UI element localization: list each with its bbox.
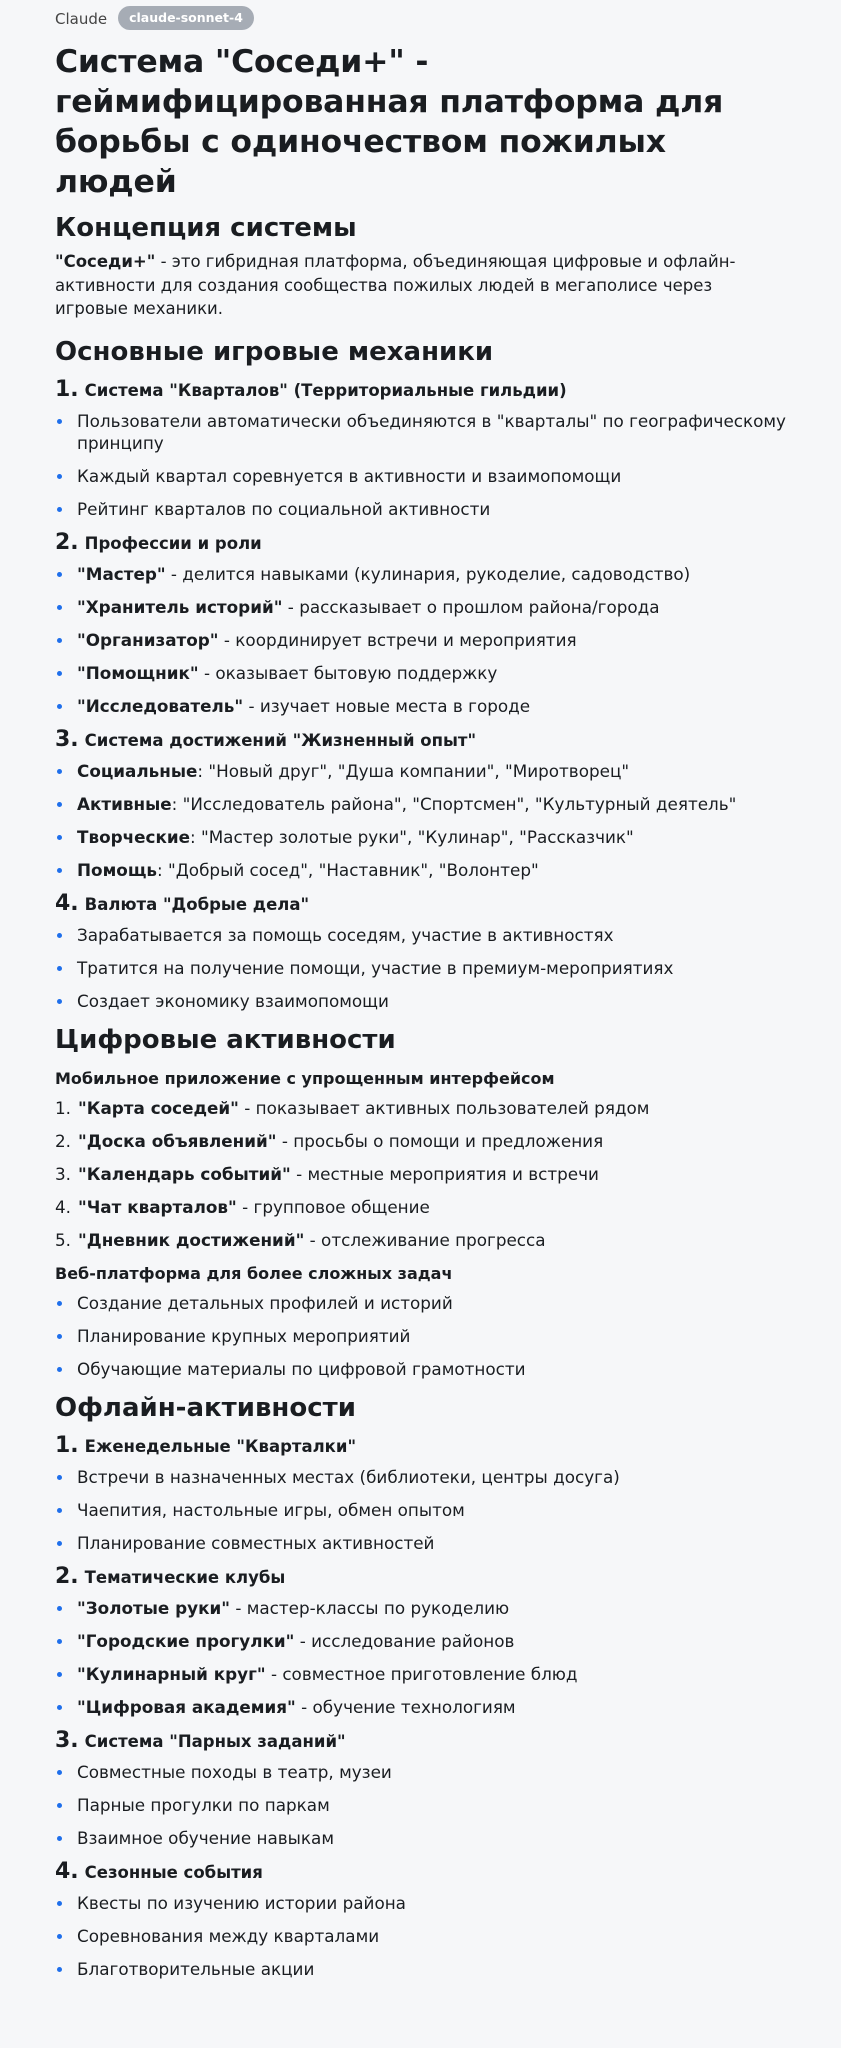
list-item-bold: "Помощник"	[77, 662, 199, 683]
list-item	[55, 1597, 786, 1619]
bullet-list	[55, 924, 786, 1012]
bullet-list	[55, 1761, 786, 1849]
list-item	[55, 695, 786, 717]
list-item-text: - изучает новые места в городе	[243, 695, 531, 716]
list-item-bold: "Кулинарный круг"	[77, 1663, 266, 1684]
section-number: 4.	[55, 890, 79, 916]
model-badge: claude-sonnet-4	[118, 6, 254, 30]
list-item-text: : "Исследователь района", "Спортсмен", "Культурный деятель"	[171, 793, 737, 814]
list-item-bold: "Доска объявлений"	[78, 1130, 277, 1151]
list-item	[55, 596, 786, 618]
list-item	[55, 793, 786, 815]
list-item-bold: Помощь	[77, 859, 157, 880]
list-item	[55, 1532, 786, 1554]
list-item-text: : "Добрый сосед", "Наставник", "Волонтер"	[156, 859, 539, 880]
section-title: Система "Кварталов" (Территориальные гильдии)	[84, 380, 567, 400]
section-number: 3.	[55, 1727, 79, 1753]
list-item-text: Рейтинг кварталов по социальной активности	[77, 498, 491, 519]
list-item	[55, 1958, 786, 1980]
list-item-text: - обучение технологиям	[295, 1696, 516, 1717]
list-item	[55, 1292, 786, 1314]
bullet-list	[55, 410, 786, 520]
list-item-bold: Активные	[77, 793, 172, 814]
list-item-text: Квесты по изучению истории района	[77, 1892, 406, 1913]
list-item-text: Соревнования между кварталами	[77, 1925, 380, 1946]
list-item-bold: "Календарь событий"	[78, 1163, 291, 1184]
list-item	[55, 410, 786, 454]
list-item	[55, 1630, 786, 1652]
game-mechanics-sections	[55, 378, 786, 1012]
numbered-item	[55, 1097, 786, 1119]
list-item	[55, 1663, 786, 1685]
concept-text: - это гибридная платформа, объединяющая цифровые и офлайн-активности для создания сообщества пожилых людей в мегаполисе через игровые механики.	[55, 252, 736, 318]
bullet-list	[55, 1892, 786, 1980]
section-number: 2.	[55, 1563, 79, 1589]
section-heading	[55, 1434, 786, 1459]
list-item-bold: "Чат кварталов"	[78, 1196, 237, 1217]
list-item-text: - совместное приготовление блюд	[265, 1663, 578, 1684]
item-number: 3.	[55, 1163, 72, 1184]
numbered-item	[55, 1196, 786, 1218]
list-item	[55, 990, 786, 1012]
bullet-list	[55, 1466, 786, 1554]
list-item-text: - оказывает бытовую поддержку	[198, 662, 498, 683]
list-item-text: Тратится на получение помощи, участие в премиум-мероприятиях	[77, 957, 674, 978]
list-item-text: Благотворительные акции	[77, 1958, 315, 1979]
list-item-text: - групповое общение	[236, 1196, 430, 1217]
list-item-text: Создает экономику взаимопомощи	[77, 990, 389, 1011]
list-item-bold: "Организатор"	[77, 629, 219, 650]
item-number: 1.	[55, 1097, 72, 1118]
list-item-text: Создание детальных профилей и историй	[77, 1292, 453, 1313]
list-item-text: - местные мероприятия и встречи	[290, 1163, 599, 1184]
list-item	[55, 957, 786, 979]
list-item-text: Парные прогулки по паркам	[77, 1794, 330, 1815]
list-item-bold: "Исследователь"	[77, 695, 244, 716]
list-item-text: - координирует встречи и мероприятия	[218, 629, 577, 650]
list-item-text: - рассказывает о прошлом района/города	[282, 596, 660, 617]
list-item	[55, 859, 786, 881]
message-header	[55, 0, 786, 36]
list-item	[55, 1827, 786, 1849]
list-item-text: Пользователи автоматически объединяются в "кварталы" по географическому принципу	[77, 410, 786, 453]
list-item-text: Встречи в назначенных местах (библиотеки, центры досуга)	[77, 1466, 620, 1487]
concept-heading: Концепция системы	[55, 213, 357, 243]
list-item	[55, 1499, 786, 1521]
list-item	[55, 1761, 786, 1783]
section-title: Профессии и роли	[84, 533, 262, 553]
list-item	[55, 760, 786, 782]
list-item	[55, 629, 786, 651]
section-heading	[55, 1565, 786, 1590]
list-item-bold: "Дневник достижений"	[78, 1229, 305, 1250]
numbered-item	[55, 1229, 786, 1251]
section-title: Еженедельные "Кварталки"	[84, 1436, 357, 1456]
section-number: 2.	[55, 529, 79, 555]
list-item-bold: "Карта соседей"	[78, 1097, 239, 1118]
section-heading	[55, 378, 786, 403]
section-number: 3.	[55, 726, 79, 752]
list-item	[55, 1696, 786, 1718]
list-item	[55, 1358, 786, 1380]
web-platform-heading: Веб-платформа для более сложных задач	[55, 1263, 453, 1283]
list-item-text: - отслеживание прогресса	[304, 1229, 546, 1250]
section-number: 1.	[55, 1432, 79, 1458]
list-item-bold: "Мастер"	[77, 563, 166, 584]
list-item-bold: Творческие	[77, 826, 190, 847]
numbered-item	[55, 1130, 786, 1152]
list-item	[55, 465, 786, 487]
list-item-bold: "Городские прогулки"	[77, 1630, 295, 1651]
page-title: Система "Соседи+" - геймифицированная платформа для борьбы с одиночеством пожилых людей	[55, 44, 724, 200]
item-number: 4.	[55, 1196, 72, 1217]
item-number: 5.	[55, 1229, 72, 1250]
list-item-text: Совместные походы в театр, музеи	[77, 1761, 392, 1782]
bullet-list	[55, 563, 786, 717]
list-item	[55, 1794, 786, 1816]
list-item-bold: "Золотые руки"	[77, 1597, 230, 1618]
concept-bold: "Соседи+"	[55, 252, 156, 271]
game-mechanics-heading: Основные игровые механики	[55, 336, 494, 367]
list-item	[55, 826, 786, 848]
mobile-app-heading: Мобильное приложение с упрощенным интерфейсом	[55, 1068, 555, 1088]
list-item-text: : "Новый друг", "Душа компании", "Миротворец"	[197, 760, 630, 781]
section-heading	[55, 1729, 786, 1754]
assistant-name: Claude	[55, 9, 108, 28]
list-item-bold: "Хранитель историй"	[77, 596, 283, 617]
list-item-text: Чаепития, настольные игры, обмен опытом	[77, 1499, 465, 1520]
section-heading	[55, 531, 786, 556]
list-item	[55, 1466, 786, 1488]
list-item-text: Взаимное обучение навыкам	[77, 1827, 334, 1848]
list-item	[55, 1892, 786, 1914]
item-number: 2.	[55, 1130, 72, 1151]
section-title: Тематические клубы	[84, 1567, 286, 1587]
list-item-text: Обучающие материалы по цифровой грамотности	[77, 1358, 526, 1379]
list-item-text: - делится навыками (кулинария, рукоделие, садоводство)	[165, 563, 691, 584]
bullet-list	[55, 1597, 786, 1718]
numbered-item	[55, 1163, 786, 1185]
web-platform-list	[55, 1292, 786, 1380]
bullet-list	[55, 760, 786, 881]
list-item-text: - исследование районов	[294, 1630, 515, 1651]
list-item	[55, 924, 786, 946]
section-title: Система достижений "Жизненный опыт"	[84, 730, 477, 750]
list-item-text: Планирование совместных активностей	[77, 1532, 435, 1553]
list-item	[55, 563, 786, 585]
list-item-bold: "Цифровая академия"	[77, 1696, 296, 1717]
section-number: 4.	[55, 1858, 79, 1884]
section-title: Система "Парных заданий"	[84, 1731, 346, 1751]
list-item-text: - показывает активных пользователей рядом	[238, 1097, 650, 1118]
section-number: 1.	[55, 376, 79, 402]
concept-paragraph	[55, 250, 786, 321]
section-heading	[55, 1860, 786, 1885]
digital-heading: Цифровые активности	[55, 1024, 396, 1055]
section-heading	[55, 892, 786, 917]
list-item-text: : "Мастер золотые руки", "Кулинар", "Рассказчик"	[190, 826, 634, 847]
list-item-text: Зарабатывается за помощь соседям, участие в активностях	[77, 924, 614, 945]
offline-heading: Офлайн-активности	[55, 1392, 356, 1423]
list-item-text: Планирование крупных мероприятий	[77, 1325, 411, 1346]
offline-sections	[55, 1434, 786, 1980]
list-item	[55, 498, 786, 520]
list-item-text: Каждый квартал соревнуется в активности и взаимопомощи	[77, 465, 622, 486]
list-item-bold: Социальные	[77, 760, 198, 781]
section-heading	[55, 728, 786, 753]
mobile-app-list	[55, 1097, 786, 1251]
list-item	[55, 1325, 786, 1347]
list-item	[55, 1925, 786, 1947]
list-item	[55, 662, 786, 684]
list-item-text: - просьбы о помощи и предложения	[276, 1130, 604, 1151]
list-item-text: - мастер-классы по рукоделию	[229, 1597, 510, 1618]
section-title: Валюта "Добрые дела"	[84, 894, 310, 914]
section-title: Сезонные события	[84, 1862, 263, 1882]
